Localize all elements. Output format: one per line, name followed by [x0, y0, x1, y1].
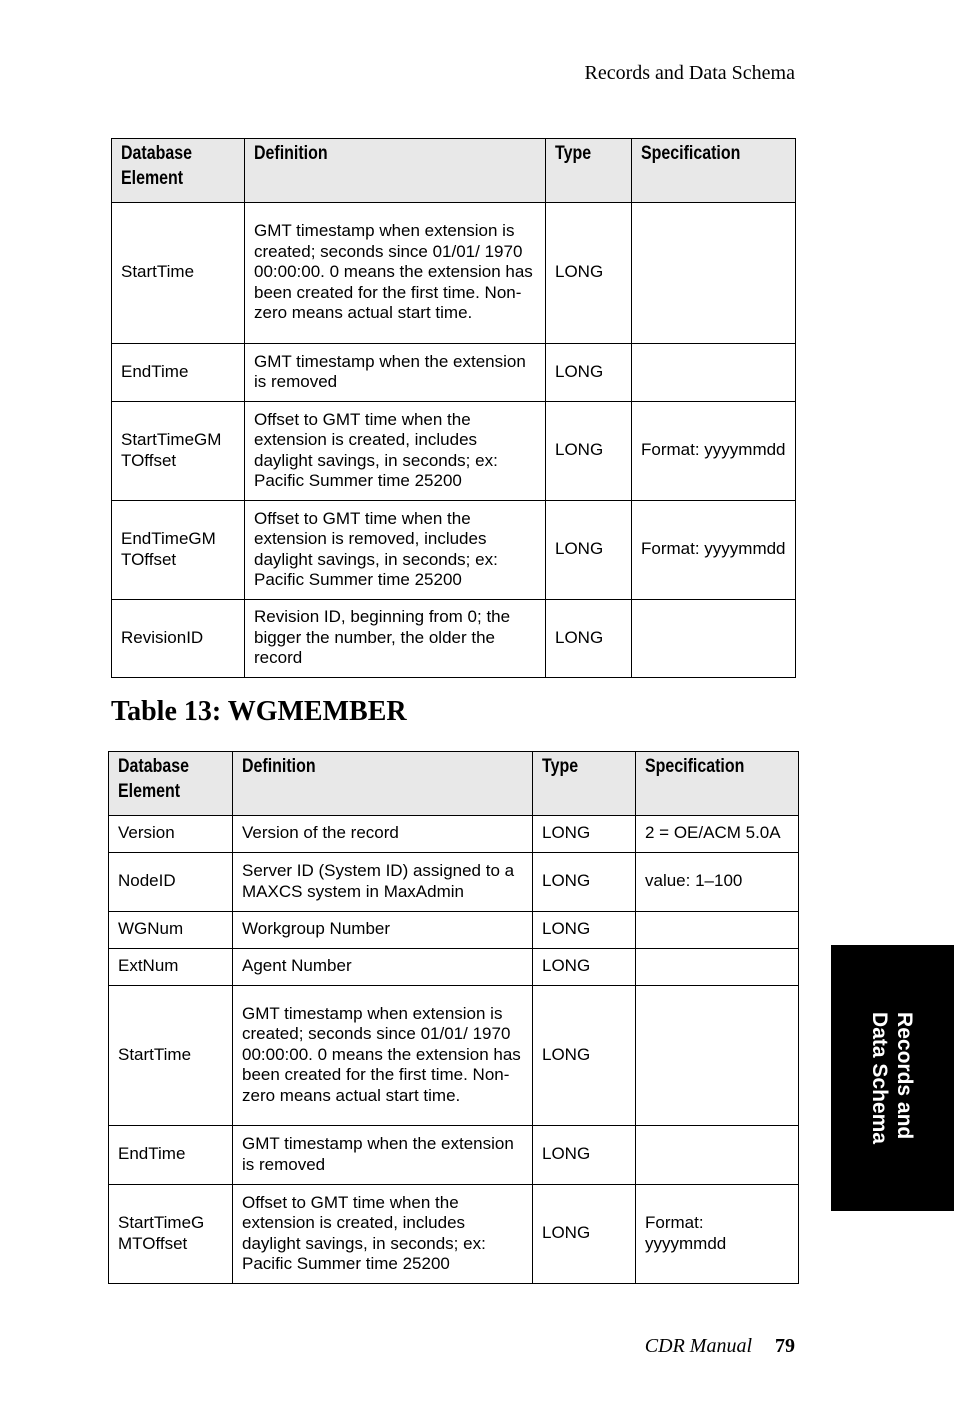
element-cell: RevisionID — [112, 600, 245, 678]
table-row — [112, 402, 796, 501]
definition-cell: Workgroup Number — [233, 912, 533, 949]
running-header: Records and Data Schema — [584, 62, 795, 84]
spec-cell — [632, 344, 796, 402]
column-header: Specification — [636, 752, 799, 816]
spec-cell: Format: yyyymmdd — [636, 1185, 799, 1284]
type-cell: LONG — [533, 1126, 636, 1185]
element-cell: EndTimeGM TOffset — [112, 501, 245, 600]
definition-cell: Offset to GMT time when the extension is created, includes daylight savings, in seconds; ex: Pacific Summer time 25200 — [233, 1185, 533, 1284]
side-tab-label — [867, 1012, 917, 1144]
spec-cell: Format: yyyymmdd — [632, 402, 796, 501]
definition-cell: Server ID (System ID) assigned to a MAXCS system in MaxAdmin — [233, 853, 533, 912]
definition-cell: Agent Number — [233, 949, 533, 986]
definition-cell: Revision ID, beginning from 0; the bigger the number, the older the record — [245, 600, 546, 678]
spec-cell: 2 = OE/ACM 5.0A — [636, 816, 799, 853]
table-row — [109, 912, 799, 949]
section-side-tab — [831, 945, 954, 1211]
page-number: 79 — [775, 1335, 795, 1357]
spec-cell: value: 1–100 — [636, 853, 799, 912]
type-cell: LONG — [546, 344, 632, 402]
element-cell: EndTime — [112, 344, 245, 402]
definition-cell: GMT timestamp when the extension is removed — [245, 344, 546, 402]
type-cell: LONG — [546, 203, 632, 344]
definition-cell: Version of the record — [233, 816, 533, 853]
page-footer — [645, 1335, 795, 1358]
definition-cell: GMT timestamp when extension is created; seconds since 01/01/ 1970 00:00:00. 0 means the extension has been created for the first time. Non-zero means actual start time. — [245, 203, 546, 344]
side-tab-line: Records and — [893, 1012, 916, 1140]
type-cell: LONG — [533, 853, 636, 912]
spec-cell — [632, 203, 796, 344]
element-cell: WGNum — [109, 912, 233, 949]
column-header: Database Element — [109, 752, 233, 816]
table-row — [109, 1185, 799, 1284]
schema-table-continued — [111, 138, 796, 678]
element-cell: StartTimeG MTOffset — [109, 1185, 233, 1284]
spec-cell — [632, 600, 796, 678]
element-cell: NodeID — [109, 853, 233, 912]
definition-cell: Offset to GMT time when the extension is removed, includes daylight savings, in seconds; ex: Pacific Summer time 25200 — [245, 501, 546, 600]
wgmember-table — [108, 751, 799, 1284]
table-row — [109, 853, 799, 912]
element-cell: Version — [109, 816, 233, 853]
type-cell: LONG — [533, 949, 636, 986]
table-row — [109, 949, 799, 986]
spec-cell: Format: yyyymmdd — [632, 501, 796, 600]
column-header: Type — [533, 752, 636, 816]
definition-cell: GMT timestamp when the extension is removed — [233, 1126, 533, 1185]
type-cell: LONG — [546, 402, 632, 501]
definition-cell: Offset to GMT time when the extension is created, includes daylight savings, in seconds; ex: Pacific Summer time 25200 — [245, 402, 546, 501]
table-title: Table 13: WGMEMBER — [111, 696, 407, 727]
table-row — [109, 1126, 799, 1185]
column-header: Database Element — [112, 139, 245, 203]
side-tab-line: Data Schema — [868, 1012, 891, 1144]
type-cell: LONG — [533, 912, 636, 949]
element-cell: StartTime — [109, 986, 233, 1126]
manual-name: CDR Manual — [644, 1335, 752, 1357]
element-cell: StartTimeGM TOffset — [112, 402, 245, 501]
element-cell: StartTime — [112, 203, 245, 344]
table-header-row — [112, 139, 796, 203]
table-row — [109, 816, 799, 853]
spec-cell — [636, 912, 799, 949]
type-cell: LONG — [533, 986, 636, 1126]
definition-cell: GMT timestamp when extension is created; seconds since 01/01/ 1970 00:00:00. 0 means the extension has been created for the first time. Non-zero means actual start time. — [233, 986, 533, 1126]
spec-cell — [636, 1126, 799, 1185]
type-cell: LONG — [546, 600, 632, 678]
column-header: Definition — [245, 139, 546, 203]
column-header: Specification — [632, 139, 796, 203]
table-header-row — [109, 752, 799, 816]
type-cell: LONG — [546, 501, 632, 600]
type-cell: LONG — [533, 1185, 636, 1284]
element-cell: EndTime — [109, 1126, 233, 1185]
spec-cell — [636, 986, 799, 1126]
element-cell: ExtNum — [109, 949, 233, 986]
column-header: Definition — [233, 752, 533, 816]
table-row — [112, 344, 796, 402]
table-row — [112, 600, 796, 678]
table-row — [112, 501, 796, 600]
table-row — [109, 986, 799, 1126]
type-cell: LONG — [533, 816, 636, 853]
table-row — [112, 203, 796, 344]
spec-cell — [636, 949, 799, 986]
column-header: Type — [546, 139, 632, 203]
